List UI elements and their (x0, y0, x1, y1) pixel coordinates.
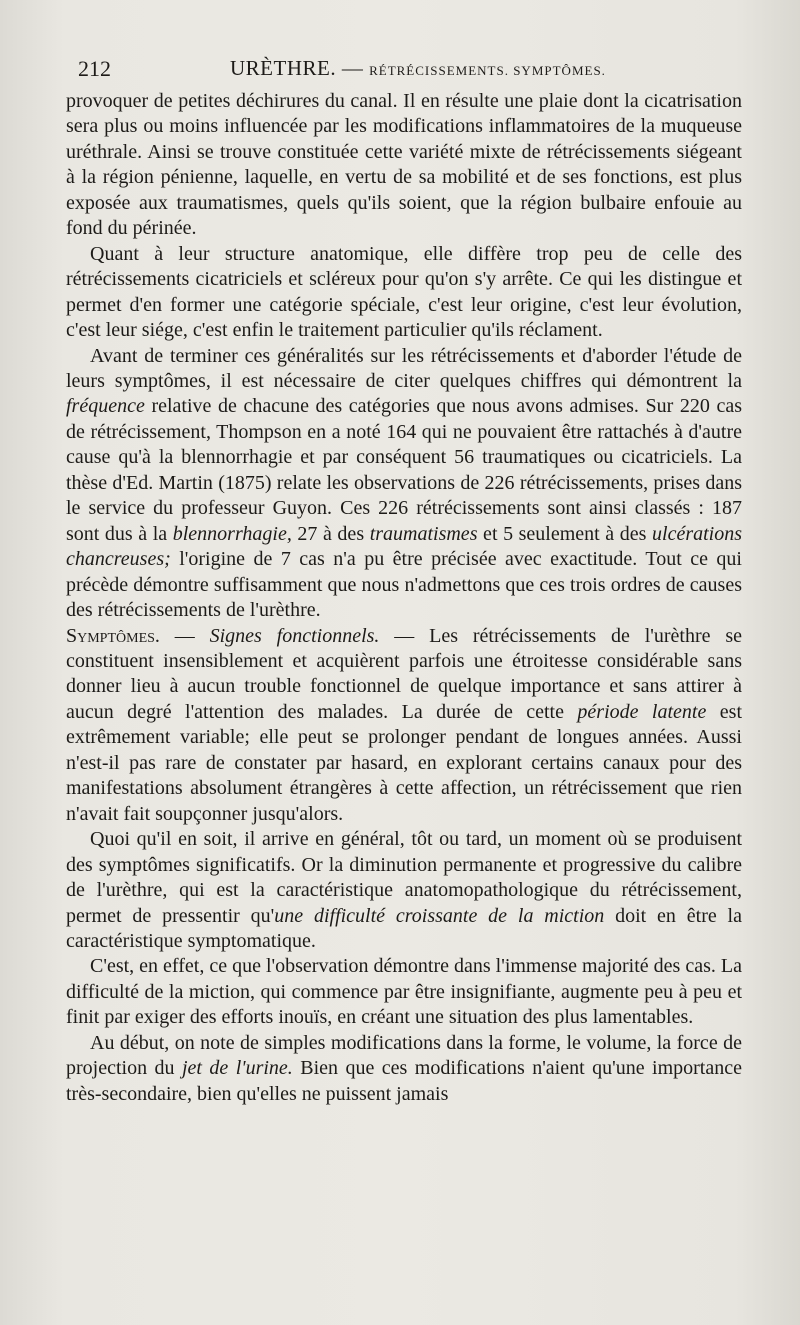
section-label-symptomes: Symptômes. (66, 624, 160, 647)
running-head-section: RÉTRÉCISSEMENTS. SYMPTÔMES. (369, 63, 606, 78)
p5-emphasis-difficulte: une difficulté croissante de la miction (274, 904, 605, 927)
p3-emphasis-traumatismes: traumatismes (369, 522, 478, 545)
running-head-dash: — (341, 56, 364, 80)
p3-text-c: 27 à des (291, 522, 370, 545)
p3-text-b: relative de chacune des catégories que nous avons admises. Sur 220 cas de rétrécissement, Thompson en a noté 164 qui ne pouvaient être rattachés à d'autre cause qu'à la blennorrhagie et par conséquent 56 traumatiques ou cicatriciels. La thèse d'Ed. Martin (1875) relate les observations de 226 rétrécissements, prises dans le service du professeur Guyon. Ces 226 rétrécissements sont ainsi classés : 187 sont dus à la (66, 395, 742, 545)
paragraph-1: provoquer de petites déchirures du canal. Il en résulte une plaie dont la cicatrisation sera plus ou moins influencée par les modifications inflammatoires de la muqueuse uréthrale. Ainsi se trouve constituée cette variété mixte de rétrécissements siégeant à la région pénienne, laquelle, en vertu de sa mobilité et de ses fonctions, est plus exposée aux traumatismes, quels qu'ils soient, que la région bulbaire enfouie au fond du périnée. (66, 90, 742, 240)
body-text (66, 89, 742, 1107)
p3-emphasis-blennorrhagie: blennorrhagie, (172, 522, 292, 545)
paragraph-3 (66, 344, 742, 624)
paragraph-7 (66, 1031, 742, 1107)
p5-text-b: doit en être la caractéristique symptomatique. (66, 904, 742, 952)
page-header (78, 56, 738, 86)
paragraph-5 (66, 827, 742, 954)
p3-text-e: l'origine de 7 cas n'a pu être précisée avec exactitude. Tout ce qui précède démontre suffisamment que nous n'admettons que ces trois ordres de causes des rétrécissements de l'urèthre. (66, 548, 742, 622)
p3-text-d: et 5 seulement à des (477, 522, 653, 545)
p3-emphasis-ulcerations: ulcérations chancreuses; (66, 522, 743, 571)
paragraph-4 (66, 624, 742, 828)
p4-heading-signes-fonctionnels: Signes fonctionnels. (209, 624, 380, 647)
p7-text-b: Bien que ces modifications n'aient qu'une importance très-secondaire, bien qu'elles ne puissent jamais (66, 1057, 742, 1105)
p4-text-b: — Les rétrécissements de l'urèthre se constituent insensiblement et acquièrent parfois une étroitesse considérable sans donner lieu à aucun trouble fonctionnel de quelque importance et sans attirer à aucun degré l'attention des malades. La durée de cette (66, 624, 742, 723)
page-number: 212 (78, 56, 111, 81)
paragraph-2: Quant à leur structure anatomique, elle diffère trop peu de celle des rétrécissements cicatriciels et scléreux pour qu'on s'y arrête. Ce qui les distingue et permet d'en former une catégorie spéciale, c'est leur origine, c'est leur évolution, c'est leur siége, c'est enfin le traitement particulier qu'ils réclament. (66, 242, 742, 342)
p4-text-a: — (159, 624, 210, 647)
running-head-title: URÈTHRE. (230, 56, 337, 80)
p3-emphasis-frequence: fréquence (66, 395, 145, 418)
p7-text-a: Au début, on note de simples modifications dans la forme, le volume, la force de projection du (66, 1031, 742, 1080)
p3-text-a: Avant de terminer ces généralités sur les rétrécissements et d'aborder l'étude de leurs symptômes, il est nécessaire de citer quelques chiffres qui démontrent la (66, 344, 742, 392)
p4-text-c: est extrêmement variable; elle peut se prolonger pendant de longues années. Aussi n'est-il pas rare de constater par hasard, en explorant certains canaux pour des manifestations absolument étrangères à cette affection, un rétrécissement que rien n'avait fait soupçonner jusqu'alors. (66, 700, 743, 825)
paragraph-6: C'est, en effet, ce que l'observation démontre dans l'immense majorité des cas. La difficulté de la miction, qui commence par être insignifiante, augmente peu à peu et finit par exiger des efforts inouïs, en créant une situation des plus lamentables. (66, 955, 742, 1029)
running-head (230, 56, 606, 81)
p7-emphasis-jet-urine: jet de l'urine. (181, 1057, 293, 1080)
p5-text-a: Quoi qu'il en soit, il arrive en général, tôt ou tard, un moment où se produisent des symptômes significatifs. Or la diminution permanente et progressive du calibre de l'urèthre, qui est la caractéristique anatomopathologique du rétrécissement, permet de pressentir qu' (66, 828, 742, 927)
p4-emphasis-periode-latente: période latente (577, 700, 707, 723)
